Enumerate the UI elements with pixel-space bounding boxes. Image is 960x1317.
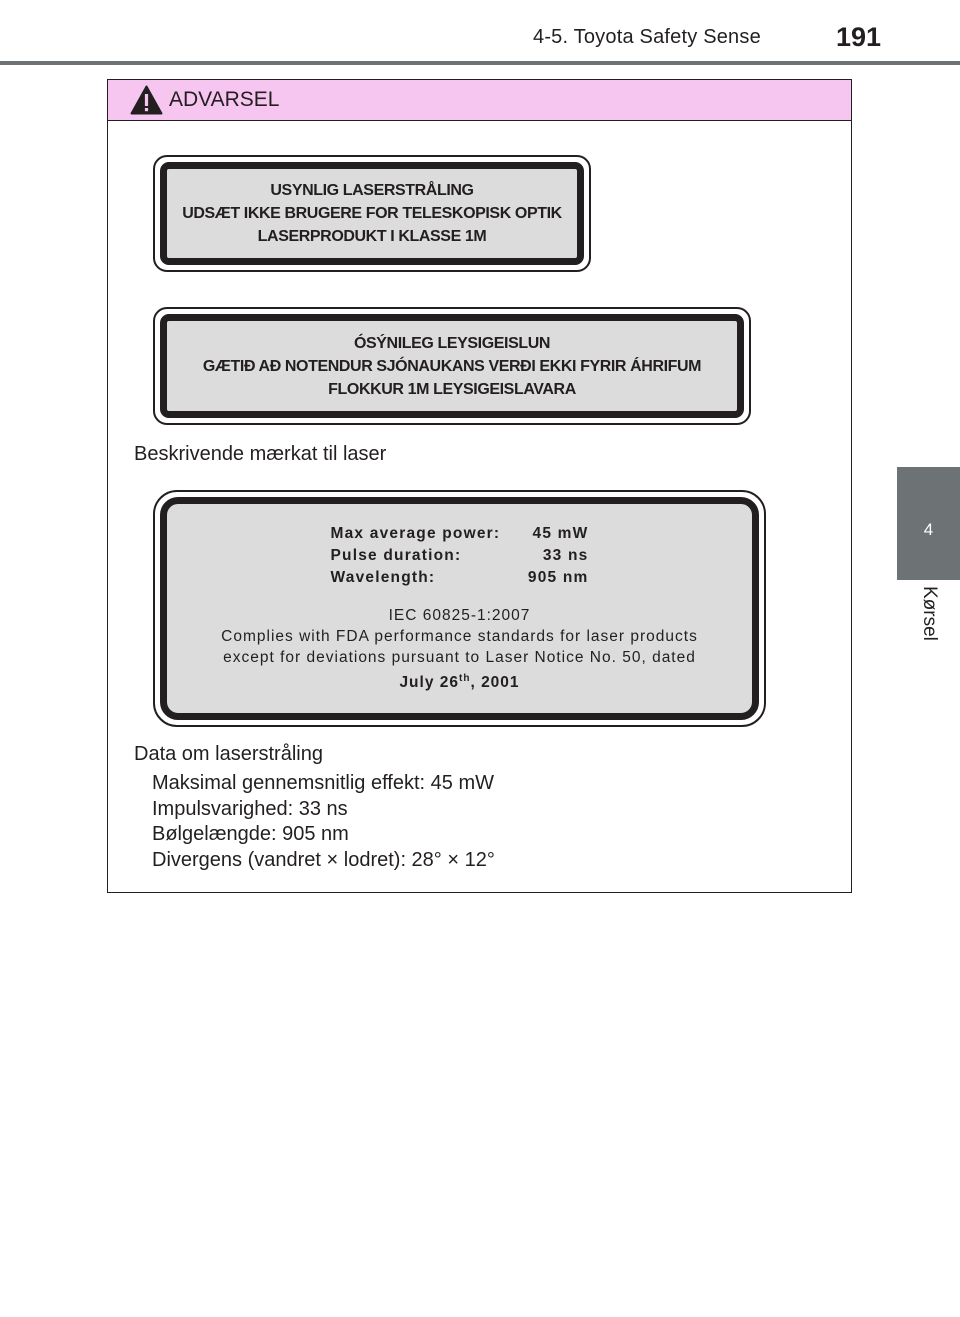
laser-spec-label — [153, 490, 766, 727]
chapter-tab — [897, 467, 960, 580]
danish-label-panel — [160, 162, 584, 265]
danish-laser-label — [153, 155, 591, 272]
warning-header — [108, 80, 851, 121]
pulse-duration-value: 33 ns — [542, 547, 589, 565]
section-title: 4-5. Toyota Safety Sense — [533, 26, 761, 48]
date-suffix: th — [459, 673, 471, 685]
list-item: Divergens (vandret × lodret): 28° × 12° — [152, 848, 495, 871]
list-item: Bølgelængde: 905 nm — [152, 823, 349, 845]
icelandic-laser-label — [153, 307, 751, 425]
fda-compliance-line1: Complies with FDA performance standards for laser products — [221, 628, 698, 646]
date-year: , 2001 — [470, 674, 520, 692]
iec-standard: IEC 60825-1:2007 — [388, 607, 531, 625]
icelandic-label-line1: ÓSÝNILEG LEYSIGEISLUN — [353, 334, 551, 352]
wavelength-value: 905 nm — [527, 569, 589, 587]
danish-label-line1: USYNLIG LASERSTRÅLING — [270, 182, 474, 199]
descriptive-label-caption: Beskrivende mærkat til laser — [134, 443, 387, 465]
warning-triangle-icon — [130, 85, 163, 115]
pulse-duration-label: Pulse duration: — [330, 547, 462, 565]
max-power-label: Max average power: — [330, 525, 501, 543]
chapter-number: 4 — [923, 520, 934, 539]
header-rule — [0, 61, 960, 65]
chapter-label: Kørsel — [919, 586, 940, 641]
icelandic-label-line2: GÆTIÐ AÐ NOTENDUR SJÓNAUKANS VERÐI EKKI FYRIR ÁHRIFUM — [202, 357, 702, 375]
date-main: July 26 — [399, 674, 459, 692]
danish-label-line3: LASERPRODUKT I KLASSE 1M — [257, 228, 487, 245]
list-item: Impulsvarighed: 33 ns — [152, 797, 348, 820]
spec-label-panel — [160, 497, 759, 720]
laser-data-list — [152, 771, 495, 873]
page-number: 191 — [836, 22, 882, 52]
danish-label-line2: UDSÆT IKKE BRUGERE FOR TELESKOPISK OPTIK — [182, 205, 562, 222]
laser-notice-date — [221, 668, 698, 693]
laser-data-caption: Data om laserstråling — [134, 743, 323, 765]
list-item: Maksimal gennemsnitlig effekt: 45 mW — [152, 772, 494, 794]
max-power-value: 45 mW — [532, 525, 589, 543]
warning-title: ADVARSEL — [169, 88, 280, 111]
icelandic-label-panel — [160, 314, 744, 418]
icelandic-label-line3: FLOKKUR 1M LEYSIGEISLAVARA — [328, 380, 576, 398]
wavelength-label: Wavelength: — [330, 569, 436, 587]
spec-grid — [331, 523, 589, 589]
spec-notes — [221, 605, 698, 693]
fda-compliance-line2: except for deviations pursuant to Laser Notice No. 50, dated — [223, 649, 696, 667]
